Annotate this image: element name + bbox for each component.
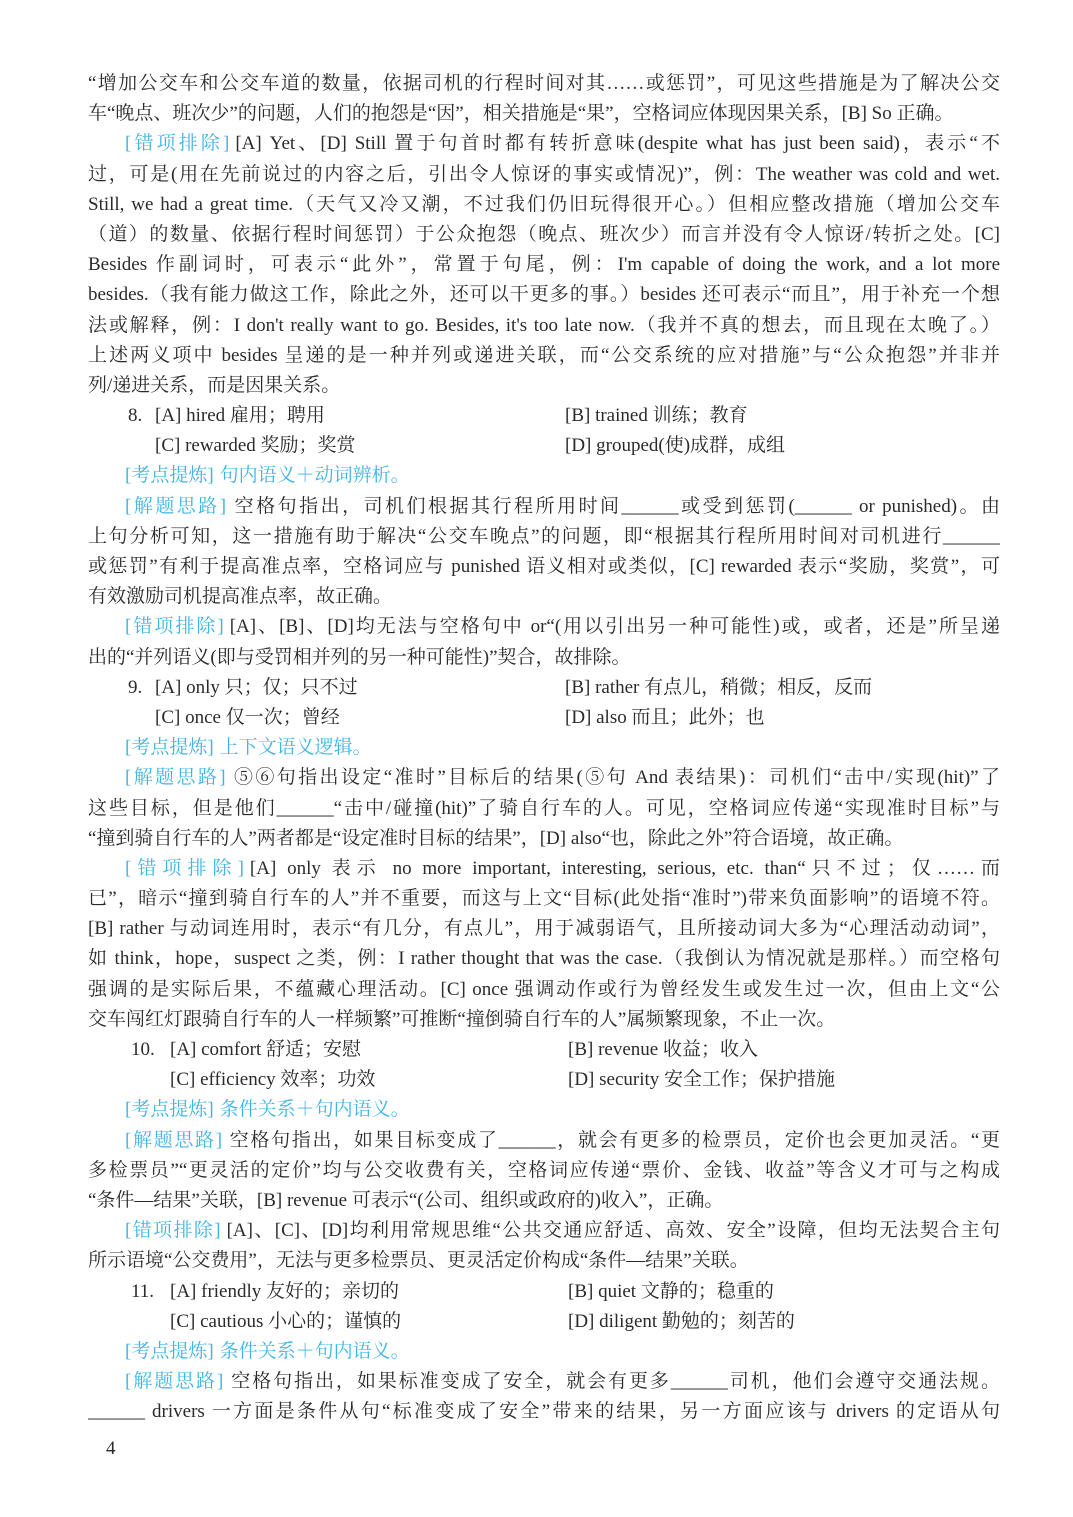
option: [C] efficiency 效率；功效 bbox=[170, 1069, 376, 1091]
text-line bbox=[88, 824, 1000, 854]
text-line bbox=[88, 1216, 1000, 1246]
option-row bbox=[88, 401, 1000, 431]
text-line bbox=[88, 492, 1000, 522]
line-text: besides.（我有能力做这工作，除此之外，还可以干更多的事。）besides 还可表示“而且”，用于补充一个想 bbox=[88, 284, 1000, 306]
line-text: 多检票员”“更灵活的定价”均与公交收费有关，空格词应传递“票价、金钱、收益”等含义才可与之构成 bbox=[88, 1159, 1000, 1181]
line-text: [A] Yet、[D] Still 置于句首时都有转折意味(despite what has just been said)，表示“不 bbox=[235, 133, 1000, 155]
section-label: [解题思路] bbox=[125, 1129, 223, 1151]
text-line bbox=[88, 220, 1000, 250]
line-text: “条件—结果”关联，[B] revenue 可表示“(公司、组织或政府的)收入”，正确。 bbox=[88, 1189, 724, 1211]
text-line bbox=[88, 190, 1000, 220]
question-options bbox=[88, 401, 1000, 461]
paragraph bbox=[88, 763, 1000, 854]
text-line bbox=[88, 975, 1000, 1005]
question-options bbox=[88, 673, 1000, 733]
line-text: ______ drivers 一方面是条件从句“标准变成了安全”带来的结果，另一方面应该与 drivers 的定语从句 bbox=[88, 1401, 1000, 1423]
text-line bbox=[88, 1397, 1000, 1427]
section-label: [错项排除] bbox=[125, 133, 230, 155]
text-line bbox=[88, 1095, 1000, 1125]
option: [B] revenue 收益；收入 bbox=[568, 1039, 758, 1060]
paragraph bbox=[88, 129, 1000, 401]
option: [A] only 只；仅；只不过 bbox=[155, 676, 358, 698]
text-line bbox=[88, 884, 1000, 914]
line-text: [A]、[B]、[D]均无法与空格句中 or“(用以引出另一种可能性)或，或者，还是”所呈递 bbox=[229, 616, 1000, 638]
line-text: 出的“并列语义(即与受罚相并列的另一种可能性)”契合，故排除。 bbox=[88, 646, 631, 668]
line-text: “撞到骑自行车的人”两者都是“设定准时目标的结果”，[D] also“也，除此之外”符合语境，故正确。 bbox=[88, 827, 904, 849]
line-text: 有效激励司机提高准点率，故正确。 bbox=[88, 586, 393, 608]
document-body bbox=[88, 69, 1000, 1427]
line-text: 空格句指出，如果目标变成了______，就会有更多的检票员，定价也会更加灵活。“更 bbox=[228, 1129, 1000, 1151]
line-text: 上句分析可知，这一措施有助于解决“公交车晚点”的问题，即“根据其行程所用时间对司机进行______ bbox=[88, 525, 1000, 547]
paragraph bbox=[88, 1367, 1000, 1427]
paragraph bbox=[88, 1216, 1000, 1276]
text-line bbox=[88, 1156, 1000, 1186]
line-text: 这些目标，但是他们______“击中/碰撞(hit)”了骑自行车的人。可见，空格词应传递“实现准时目标”与 bbox=[88, 797, 1000, 819]
line-text: 上述两义项中 besides 呈递的是一种并列或递进关联，而“公交系统的应对措施”与“公众抱怨”并非并 bbox=[88, 344, 1000, 366]
section-label: [错项排除] bbox=[125, 1220, 221, 1242]
text-line bbox=[88, 280, 1000, 310]
text-line bbox=[88, 944, 1000, 974]
key-point-text: 条件关系＋句内语义。 bbox=[219, 1099, 410, 1121]
option: [A] hired 雇用；聘用 bbox=[155, 405, 325, 427]
paragraph bbox=[88, 612, 1000, 672]
paragraph bbox=[88, 69, 1000, 129]
question-number: 9. bbox=[128, 676, 143, 698]
text-line bbox=[88, 552, 1000, 582]
option-row bbox=[88, 673, 1000, 703]
option: [D] diligent 勤勉的；刻苦的 bbox=[568, 1310, 795, 1332]
option-row bbox=[88, 703, 1000, 733]
text-line bbox=[88, 1367, 1000, 1397]
section-label: [错项排除] bbox=[125, 616, 224, 638]
text-line bbox=[88, 612, 1000, 642]
line-text: 或惩罚”有利于提高准点率，空格词应与 punished 语义相对或类似，[C] rewarded 表示“奖励，奖赏”，可 bbox=[88, 556, 1000, 577]
option: [A] friendly 友好的；亲切的 bbox=[170, 1280, 400, 1302]
section-label: [解题思路] bbox=[125, 1371, 224, 1393]
text-line bbox=[88, 1005, 1000, 1035]
option-row bbox=[88, 431, 1000, 461]
text-line bbox=[88, 311, 1000, 341]
text-line bbox=[88, 1186, 1000, 1216]
text-line bbox=[88, 129, 1000, 159]
section-label: [考点提炼] bbox=[125, 1099, 214, 1121]
text-line bbox=[88, 914, 1000, 944]
key-point bbox=[88, 461, 1000, 491]
line-text: 法或解释，例：I don't really want to go. Besides, it's too late now.（我并不真的想去，而且现在太晚了。） bbox=[88, 314, 1000, 336]
section-label: [错项排除] bbox=[125, 857, 244, 879]
line-text: 空格句指出，司机们根据其行程所用时间______或受到惩罚(______ or punished)。由 bbox=[232, 495, 1000, 517]
paragraph bbox=[88, 492, 1000, 613]
option-row bbox=[88, 1035, 1000, 1065]
option-row bbox=[88, 1307, 1000, 1337]
option-row bbox=[88, 1065, 1000, 1095]
key-point-text: 上下文语义逻辑。 bbox=[219, 737, 372, 759]
text-line bbox=[88, 99, 1000, 129]
text-line bbox=[88, 160, 1000, 190]
line-text: Besides 作副词时，可表示“此外”，常置于句尾，例：I'm capable of doing the work, and a lot more bbox=[88, 254, 1000, 276]
text-line bbox=[88, 643, 1000, 673]
option: [C] once 仅一次；曾经 bbox=[155, 706, 340, 728]
paragraph bbox=[88, 854, 1000, 1035]
paragraph bbox=[88, 1126, 1000, 1217]
key-point-text: 句内语义＋动词辨析。 bbox=[219, 465, 410, 487]
line-text: [A]、[C]、[D]均利用常规思维“公共交通应舒适、高效、安全”设障，但均无法契合主句 bbox=[226, 1220, 1000, 1242]
question-number: 8. bbox=[128, 405, 143, 427]
section-label: [解题思路] bbox=[125, 767, 226, 789]
key-point bbox=[88, 1337, 1000, 1367]
option: [D] security 安全工作；保护措施 bbox=[568, 1069, 836, 1091]
page-number: 4 bbox=[106, 1438, 116, 1459]
question-number: 11. bbox=[131, 1280, 155, 1302]
key-point-text: 条件关系＋句内语义。 bbox=[219, 1340, 410, 1362]
line-text: 如 think，hope，suspect 之类，例：I rather thought that was the case.（我倒认为情况就是那样。）而空格句 bbox=[88, 948, 1000, 970]
text-line bbox=[88, 582, 1000, 612]
line-text: [B] rather 与动词连用时，表示“有几分，有点儿”，用于减弱语气，且所接动词大多为“心理活动动词”， bbox=[88, 918, 1000, 940]
section-label: [考点提炼] bbox=[125, 1340, 214, 1362]
text-line bbox=[88, 794, 1000, 824]
section-label: [考点提炼] bbox=[125, 465, 214, 487]
text-line bbox=[88, 1246, 1000, 1276]
line-text: ⑤⑥句指出设定“准时”目标后的结果(⑤句 And 表结果)：司机们“击中/实现(hit)”了 bbox=[231, 767, 1000, 789]
question-options bbox=[88, 1035, 1000, 1095]
text-line bbox=[88, 1337, 1000, 1367]
key-point bbox=[88, 733, 1000, 763]
key-point bbox=[88, 1095, 1000, 1125]
option: [D] also 而且；此外；也 bbox=[565, 706, 765, 728]
line-text: 已”，暗示“撞到骑自行车的人”并不重要，而这与上文“目标(此处指“准时”)带来负面影响”的语境不符。 bbox=[88, 888, 1000, 910]
line-text: 过，可是(用在先前说过的内容之后，引出令人惊讶的事实或情况)”，例：The weather was cold and wet. bbox=[88, 163, 1000, 185]
text-line bbox=[88, 733, 1000, 763]
option: [D] grouped(使)成群，成组 bbox=[565, 435, 786, 457]
line-text: Still, we had a great time.（天气又冷又潮，不过我们仍旧玩得很开心。）但相应整改措施（增加公交车 bbox=[88, 193, 1000, 215]
line-text: 强调的是实际后果，不蕴藏心理活动。[C] once 强调动作或行为曾经发生或发生过一次，但由上文“公 bbox=[88, 978, 1000, 1000]
text-line bbox=[88, 1126, 1000, 1156]
line-text: 所示语境“公交费用”，无法与更多检票员、更灵活定价构成“条件—结果”关联。 bbox=[88, 1250, 749, 1272]
option-row bbox=[88, 1277, 1000, 1307]
line-text: “增加公交车和公交车道的数量，依据司机的行程时间对其……或惩罚”，可见这些措施是为了解决公交 bbox=[88, 73, 1000, 94]
text-line bbox=[88, 69, 1000, 99]
line-text: 车“晚点、班次少”的问题，人们的抱怨是“因”，相关措施是“果”，空格词应体现因果关系，[B] So 正确。 bbox=[88, 103, 954, 125]
text-line bbox=[88, 461, 1000, 491]
text-line bbox=[88, 854, 1000, 884]
section-label: [考点提炼] bbox=[125, 737, 214, 759]
question-number: 10. bbox=[131, 1039, 155, 1060]
text-line bbox=[88, 763, 1000, 793]
text-line bbox=[88, 250, 1000, 280]
option: [A] comfort 舒适；安慰 bbox=[170, 1039, 362, 1060]
line-text: [A] only 表示 no more important, interesting, serious, etc. than“只不过；仅……而 bbox=[249, 857, 1000, 879]
line-text: 交车闯红灯跟骑自行车的人一样频繁”可推断“撞倒骑自行车的人”属频繁现象，不止一次。 bbox=[88, 1008, 836, 1030]
text-line bbox=[88, 371, 1000, 401]
text-line bbox=[88, 522, 1000, 552]
option: [C] cautious 小心的；谨慎的 bbox=[170, 1310, 402, 1332]
option: [B] rather 有点儿，稍微；相反，反而 bbox=[565, 676, 873, 698]
question-options bbox=[88, 1277, 1000, 1337]
line-text: 空格句指出，如果标准变成了安全，就会有更多______司机，他们会遵守交通法规。 bbox=[229, 1371, 1000, 1393]
option: [B] trained 训练；教育 bbox=[565, 405, 748, 427]
option: [B] quiet 文静的；稳重的 bbox=[568, 1280, 774, 1302]
line-text: （道）的数量、依据行程时间惩罚）于公众抱怨（晚点、班次少）而言并没有令人惊讶/转折之处。[C] bbox=[88, 223, 1000, 245]
section-label: [解题思路] bbox=[125, 495, 227, 517]
text-line bbox=[88, 341, 1000, 371]
option: [C] rewarded 奖励；奖赏 bbox=[155, 435, 356, 457]
line-text: 列/递进关系，而是因果关系。 bbox=[88, 374, 341, 396]
